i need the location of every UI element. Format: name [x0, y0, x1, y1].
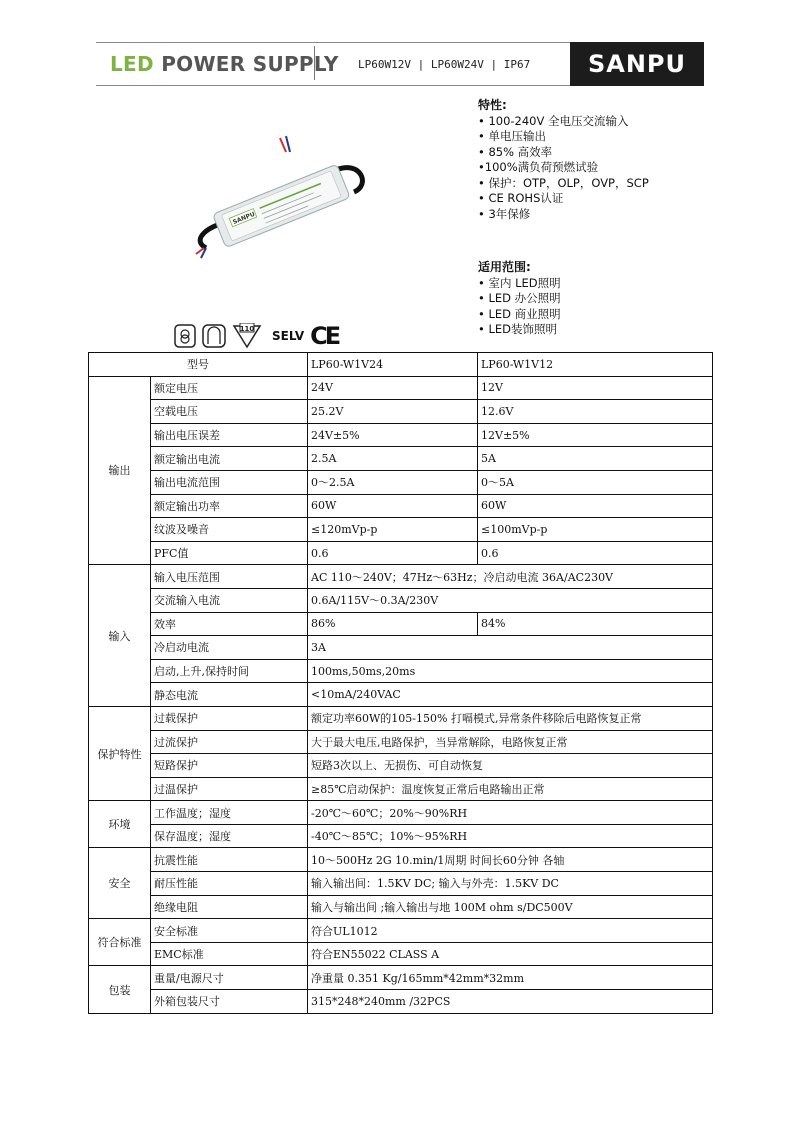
application-item: • LED 办公照明	[478, 291, 561, 305]
applications-heading: 适用范围:	[478, 260, 531, 274]
feature-item: • 保护：OTP，OLP，OVP，SCP	[478, 175, 649, 190]
certification-marks	[174, 322, 338, 350]
feature-item: • 单电压输出	[478, 129, 546, 143]
row-value: AC 110～240V；47Hz～63Hz；冷启动电流 36A/AC230V	[308, 565, 713, 589]
model-header-b: LP60-W1V12	[478, 353, 713, 377]
brand-logo: SANPU	[570, 42, 704, 86]
row-value-b: 0.6	[478, 541, 713, 565]
table-row	[89, 659, 713, 683]
row-value: 0.6A/115V～0.3A/230V	[308, 588, 713, 612]
category-packaging: 包装	[89, 966, 151, 1013]
table-row	[89, 612, 713, 636]
application-item: • 室内 LED照明	[478, 275, 561, 290]
row-value-a: 24V	[308, 376, 478, 400]
table-row	[89, 565, 713, 589]
row-value-a: 86%	[308, 612, 478, 636]
category-protection: 保护特性	[89, 706, 151, 800]
table-row	[89, 966, 713, 990]
safety-transformer-icon	[174, 324, 196, 348]
row-value-b: 12V±5%	[478, 423, 713, 447]
table-row	[89, 942, 713, 966]
table-row	[89, 541, 713, 565]
row-label: 外箱包装尺寸	[151, 990, 308, 1014]
row-value-a: ≤120mVp-p	[308, 518, 478, 542]
row-value: 净重量 0.351 Kg/165mm*42mm*32mm	[308, 966, 713, 990]
selv-mark: SELV	[272, 329, 305, 343]
row-label: 纹波及噪音	[151, 518, 308, 542]
row-label: 过温保护	[151, 777, 308, 801]
feature-item: • 100-240V 全电压交流输入	[478, 113, 629, 128]
row-label: 空载电压	[151, 400, 308, 424]
product-photo	[186, 130, 376, 270]
table-row	[89, 990, 713, 1014]
table-row	[89, 824, 713, 848]
spec-table	[88, 352, 713, 1014]
table-row	[89, 848, 713, 872]
table-row	[89, 730, 713, 754]
row-value: 输入输出间：1.5KV DC; 输入与外壳：1.5KV DC	[308, 872, 713, 896]
thermal-rating-value: 110	[239, 325, 255, 333]
thermal-rating-triangle-icon	[232, 323, 262, 349]
row-value-b: 5A	[478, 447, 713, 471]
feature-item: • CE ROHS认证	[478, 191, 564, 205]
row-label: 重量/电源尺寸	[151, 966, 308, 990]
row-label: 启动,上升,保持时间	[151, 659, 308, 683]
row-value-b: 60W	[478, 494, 713, 518]
row-label: 额定输出电流	[151, 447, 308, 471]
row-label: 绝缘电阻	[151, 895, 308, 919]
table-header-row	[89, 353, 713, 377]
table-row	[89, 895, 713, 919]
table-row	[89, 754, 713, 778]
row-value: 符合EN55022 CLASS A	[308, 942, 713, 966]
row-label: 过流保护	[151, 730, 308, 754]
row-value: 短路3次以上、无损伤、可自动恢复	[308, 754, 713, 778]
row-value-a: 0～2.5A	[308, 470, 478, 494]
row-value-a: 2.5A	[308, 447, 478, 471]
row-label: 额定输出功率	[151, 494, 308, 518]
row-label: 冷启动电流	[151, 636, 308, 660]
row-label: 效率	[151, 612, 308, 636]
row-label: 短路保护	[151, 754, 308, 778]
row-value-b: 0～5A	[478, 470, 713, 494]
category-safety: 安全	[89, 848, 151, 919]
product-line-title	[110, 52, 339, 76]
ce-mark: CE	[310, 322, 339, 350]
category-input: 输入	[89, 565, 151, 707]
row-label: 输出电流范围	[151, 470, 308, 494]
table-row	[89, 872, 713, 896]
row-value: <10mA/240VAC	[308, 683, 713, 707]
row-label: 抗震性能	[151, 848, 308, 872]
row-value: 符合UL1012	[308, 919, 713, 943]
header-separator	[314, 46, 315, 80]
row-label: 保存温度；湿度	[151, 824, 308, 848]
row-value: 315*248*240mm /32PCS	[308, 990, 713, 1014]
row-label: 额定电压	[151, 376, 308, 400]
row-value: -40℃～85℃；10%～95%RH	[308, 824, 713, 848]
table-row	[89, 518, 713, 542]
row-label: 静态电流	[151, 683, 308, 707]
model-header-label: 型号	[89, 353, 308, 377]
table-row	[89, 423, 713, 447]
row-value-b: ≤100mVp-p	[478, 518, 713, 542]
table-row	[89, 400, 713, 424]
row-value-a: 0.6	[308, 541, 478, 565]
row-label: 工作温度；湿度	[151, 801, 308, 825]
category-output: 输出	[89, 376, 151, 565]
table-row	[89, 777, 713, 801]
row-value: 10～500Hz 2G 10.min/1周期 时间长60分钟 各轴	[308, 848, 713, 872]
table-row	[89, 919, 713, 943]
model-list: LP60W12V | LP60W24V | IP67	[358, 58, 531, 71]
table-row	[89, 636, 713, 660]
table-row	[89, 376, 713, 400]
row-label: EMC标准	[151, 942, 308, 966]
row-value: 大于最大电压,电路保护，当异常解除，电路恢复正常	[308, 730, 713, 754]
applications-block	[478, 260, 561, 338]
table-row	[89, 447, 713, 471]
title-power-supply: POWER SUPPLY	[161, 52, 339, 76]
row-value: ≥85℃启动保护：温度恢复正常后电路输出正常	[308, 777, 713, 801]
row-label: 输出电压误差	[151, 423, 308, 447]
row-value-a: 25.2V	[308, 400, 478, 424]
application-item: • LED装饰照明	[478, 322, 557, 336]
table-row	[89, 801, 713, 825]
features-block	[478, 98, 649, 222]
row-value-a: 60W	[308, 494, 478, 518]
model-header-a: LP60-W1V24	[308, 353, 478, 377]
row-value: -20℃～60℃；20%～90%RH	[308, 801, 713, 825]
row-value-a: 24V±5%	[308, 423, 478, 447]
table-row	[89, 683, 713, 707]
row-value-b: 84%	[478, 612, 713, 636]
table-row	[89, 470, 713, 494]
title-led: LED	[110, 52, 154, 76]
row-value-b: 12.6V	[478, 400, 713, 424]
row-value: 输入与输出间 ;输入输出与地 100M ohm s/DC500V	[308, 895, 713, 919]
row-label: 交流输入电流	[151, 588, 308, 612]
application-item: • LED 商业照明	[478, 306, 561, 321]
row-label: 输入电压范围	[151, 565, 308, 589]
category-environment: 环境	[89, 801, 151, 848]
svg-text:SANPU: SANPU	[231, 210, 257, 226]
table-row	[89, 706, 713, 730]
row-label: PFC值	[151, 541, 308, 565]
table-row	[89, 494, 713, 518]
table-row	[89, 588, 713, 612]
page-header	[96, 42, 704, 86]
feature-item: • 85% 高效率	[478, 144, 553, 159]
row-value: 100ms,50ms,20ms	[308, 659, 713, 683]
row-value: 3A	[308, 636, 713, 660]
row-label: 耐压性能	[151, 872, 308, 896]
features-heading: 特性:	[478, 98, 507, 112]
luminaire-mounting-icon	[202, 324, 226, 348]
row-value: 额定功率60W的105-150% 打嗝模式,异常条件移除后电路恢复正常	[308, 706, 713, 730]
feature-item: • 3年保修	[478, 206, 531, 221]
row-label: 安全标准	[151, 919, 308, 943]
row-label: 过载保护	[151, 706, 308, 730]
row-value-b: 12V	[478, 376, 713, 400]
feature-item: •100%满负荷预燃试验	[478, 160, 599, 174]
category-standards: 符合标准	[89, 919, 151, 966]
